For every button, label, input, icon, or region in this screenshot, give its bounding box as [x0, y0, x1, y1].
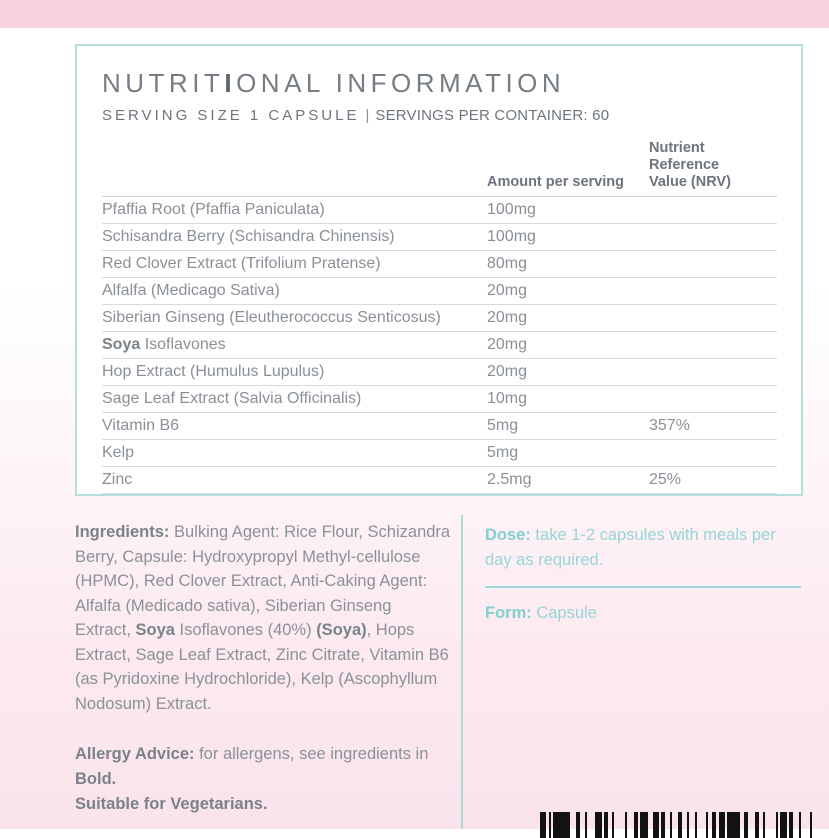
cell-nutrient-name: Red Clover Extract (Trifolium Pratense) [102, 255, 381, 272]
lower-section [0, 497, 829, 829]
ingredients-column [75, 520, 451, 817]
table-row [102, 332, 777, 359]
table-row [102, 278, 777, 305]
table-row [102, 251, 777, 278]
cell-nutrient-name: Schisandra Berry (Schisandra Chinensis) [102, 228, 395, 245]
serving-info [102, 107, 801, 124]
cell-nutrient-name: Soya Isoflavones [102, 336, 226, 353]
barcode-bar [810, 812, 812, 838]
vegetarian-text: Suitable for Vegetarians. [75, 795, 268, 813]
table-row [102, 467, 777, 494]
barcode-gap [765, 812, 776, 838]
cell-nutrient-name: Pfaffia Root (Pfaffia Paniculata) [102, 201, 325, 218]
cell-amount: 2.5mg [487, 471, 532, 488]
serving-separator: | [365, 107, 370, 124]
barcode-gap [614, 812, 625, 838]
table-row [102, 413, 777, 440]
cell-amount: 100mg [487, 201, 536, 218]
allergy-advice-text: Allergy Advice: for allergens, see ingredients in Bold. [75, 745, 429, 788]
nutrition-panel [75, 44, 803, 496]
dose-column [485, 523, 801, 626]
cell-nutrient-name: Zinc [102, 471, 133, 488]
title-text-bold-i: I [224, 68, 237, 98]
cell-nutrient-name: Vitamin B6 [102, 417, 180, 434]
cell-nrv: 25% [649, 471, 682, 488]
header-nrv: Nutrient Reference Value (NRV) [649, 140, 731, 190]
form-text: Form: Capsule [485, 604, 597, 622]
cell-amount: 5mg [487, 417, 519, 434]
table-row [102, 224, 777, 251]
cell-nutrient-name: Kelp [102, 444, 135, 461]
cell-nutrient-name: Sage Leaf Extract (Salvia Officinalis) [102, 390, 362, 407]
panel-title [102, 68, 801, 99]
column-divider-line [461, 515, 463, 829]
barcode [540, 812, 812, 838]
table-row [102, 197, 777, 224]
ingredients-text: Ingredients: Bulking Agent: Rice Flour, Schizandra Berry, Capsule: Hydroxypropyl Methyl-cellulose (HPMC), Red Clover Extract, Anti-Caking Agent: Alfalfa (Medicado sativa), Siberian Ginseng Extract, Soya Isoflavones (40%) (Soya), Hops Extract, Sage Leaf Extract, Zinc Citrate, Vitamin B6 (as Pyridoxine Hydrochloride), Kelp (Ascophyllum Nodosum) Extract. [75, 523, 451, 713]
barcode-bar [553, 812, 570, 838]
serving-size-text: SERVING SIZE 1 CAPSULE [102, 107, 360, 124]
table-row [102, 359, 777, 386]
barcode-gap [697, 812, 706, 838]
table-header-row [102, 140, 777, 197]
cell-amount: 100mg [487, 228, 536, 245]
servings-per-container-text: SERVINGS PER CONTAINER: 60 [375, 107, 610, 124]
cell-nutrient-name: Alfalfa (Medicago Sativa) [102, 282, 280, 299]
table-row [102, 386, 777, 413]
title-text: NUTRIT [102, 68, 225, 98]
table-row [102, 440, 777, 467]
cell-amount: 5mg [487, 444, 519, 461]
pink-header-bar [0, 0, 829, 28]
barcode-gap [587, 812, 596, 838]
cell-nrv: 357% [649, 417, 690, 434]
cell-amount: 20mg [487, 309, 528, 326]
cell-amount: 20mg [487, 282, 528, 299]
cell-amount: 10mg [487, 390, 528, 407]
barcode-bar [640, 812, 649, 838]
cell-amount: 20mg [487, 336, 528, 353]
dose-form-divider-line [485, 586, 801, 588]
barcode-bar [727, 812, 740, 838]
header-amount-per-serving: Amount per serving [487, 174, 624, 190]
table-body [102, 197, 777, 494]
nutrition-table [102, 140, 777, 494]
cell-amount: 20mg [487, 363, 528, 380]
dose-text: Dose: take 1-2 capsules with meals per day as required. [485, 526, 776, 569]
table-row [102, 305, 777, 332]
cell-nutrient-name: Siberian Ginseng (Eleutherococcus Senticosus) [102, 309, 441, 326]
barcode-gap [801, 812, 810, 838]
cell-amount: 80mg [487, 255, 528, 272]
title-text: ONAL INFORMATION [236, 68, 566, 98]
cell-nutrient-name: Hop Extract (Humulus Lupulus) [102, 363, 325, 380]
